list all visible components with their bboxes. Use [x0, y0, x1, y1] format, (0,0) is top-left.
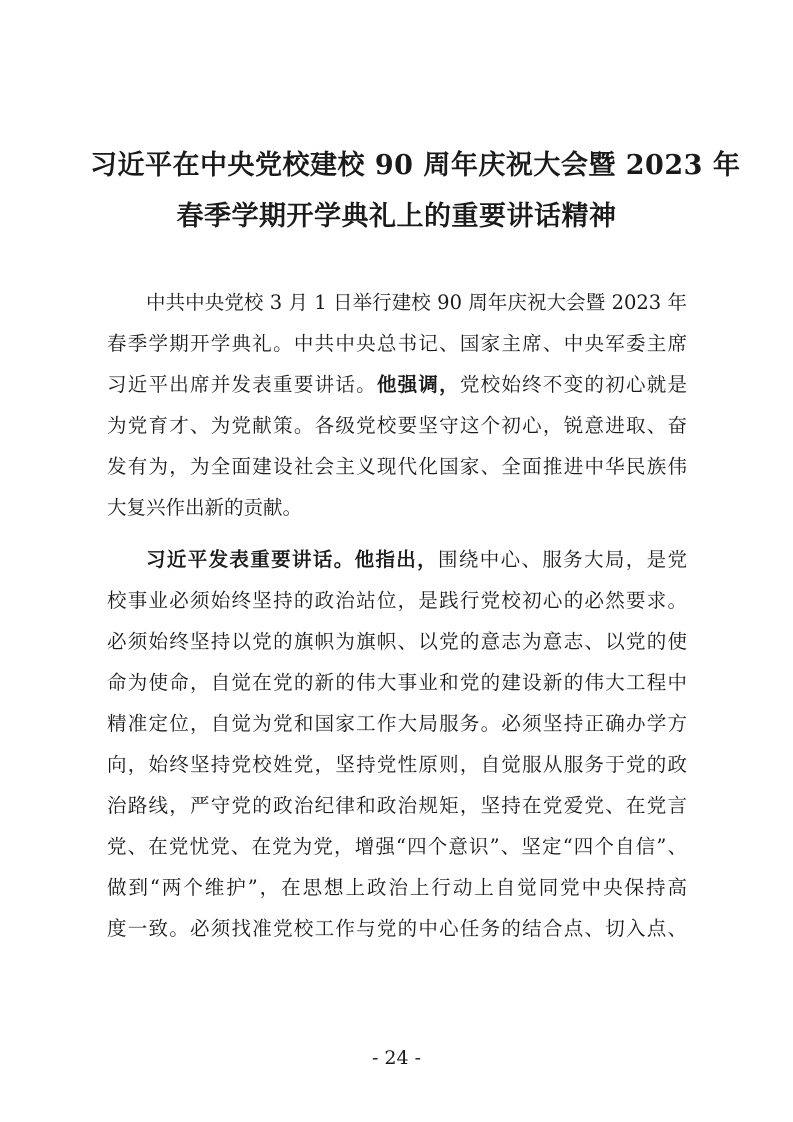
paragraph-2-line-8: 党、在党忧党、在党为党，增强“四个意识”、坚定“四个自信”、: [107, 835, 687, 858]
page-number: - 24 -: [371, 1047, 422, 1069]
paragraph-1-line-2: 春季学期开学典礼。中共中央总书记、国家主席、中央军委主席: [107, 332, 687, 355]
paragraph-1-line-3-text-b: 党校始终不变的初心就是: [459, 373, 687, 396]
paragraph-1-line-4: 为党育才、为党献策。各级党校要坚守这个初心，锐意进取、奋: [107, 414, 687, 437]
paragraph-1-line-3: [107, 365, 687, 405]
document-title-line-1: 习近平在中央党校建校 90 周年庆祝大会暨 2023 年: [90, 150, 741, 181]
paragraph-2-line-1-rest: 围绕中心、服务大局，是党: [438, 548, 687, 571]
paragraph-2-lead-in: 习近平发表重要讲话。他指出，: [146, 548, 439, 571]
paragraph-1-line-3-text-a: 习近平出席并发表重要讲话。: [107, 373, 377, 396]
paragraph-2-line-10: 度一致。必须找准党校工作与党的中心任务的结合点、切入点、: [107, 917, 687, 940]
paragraph-1-line-5: 发有为，为全面建设社会主义现代化国家、全面推进中华民族伟: [107, 455, 687, 478]
paragraph-2-line-5: 精准定位，自觉为党和国家工作大局服务。必须坚持正确办学方: [107, 712, 687, 735]
paragraph-1-emphasis: 他强调，: [376, 373, 460, 396]
paragraph-1-line-1: 中共中央党校 3 月 1 日举行建校 90 周年庆祝大会暨 2023 年: [146, 291, 687, 314]
paragraph-1-line-6: 大复兴作出新的贡献。: [107, 496, 303, 519]
paragraph-2-line-7: 治路线，严守党的政治纪律和政治规矩，坚持在党爱党、在党言: [107, 794, 687, 817]
paragraph-2-line-9: 做到“两个维护”，在思想上政治上行动上自觉同党中央保持高: [107, 876, 687, 899]
paragraph-2-line-4: 命为使命，自觉在党的新的伟大事业和党的建设新的伟大工程中: [107, 671, 687, 694]
paragraph-2-line-6: 向，始终坚持党校姓党，坚持党性原则，自觉服从服务于党的政: [107, 753, 687, 776]
document-title-line-2: 春季学期开学典礼上的重要讲话精神: [176, 201, 617, 232]
paragraph-2-line-2: 校事业必须始终坚持的政治站位，是践行党校初心的必然要求。: [107, 589, 687, 612]
paragraph-2-line-1: [146, 540, 687, 580]
paragraph-2-line-3: 必须始终坚持以党的旗帜为旗帜、以党的意志为意志、以党的使: [107, 630, 687, 653]
